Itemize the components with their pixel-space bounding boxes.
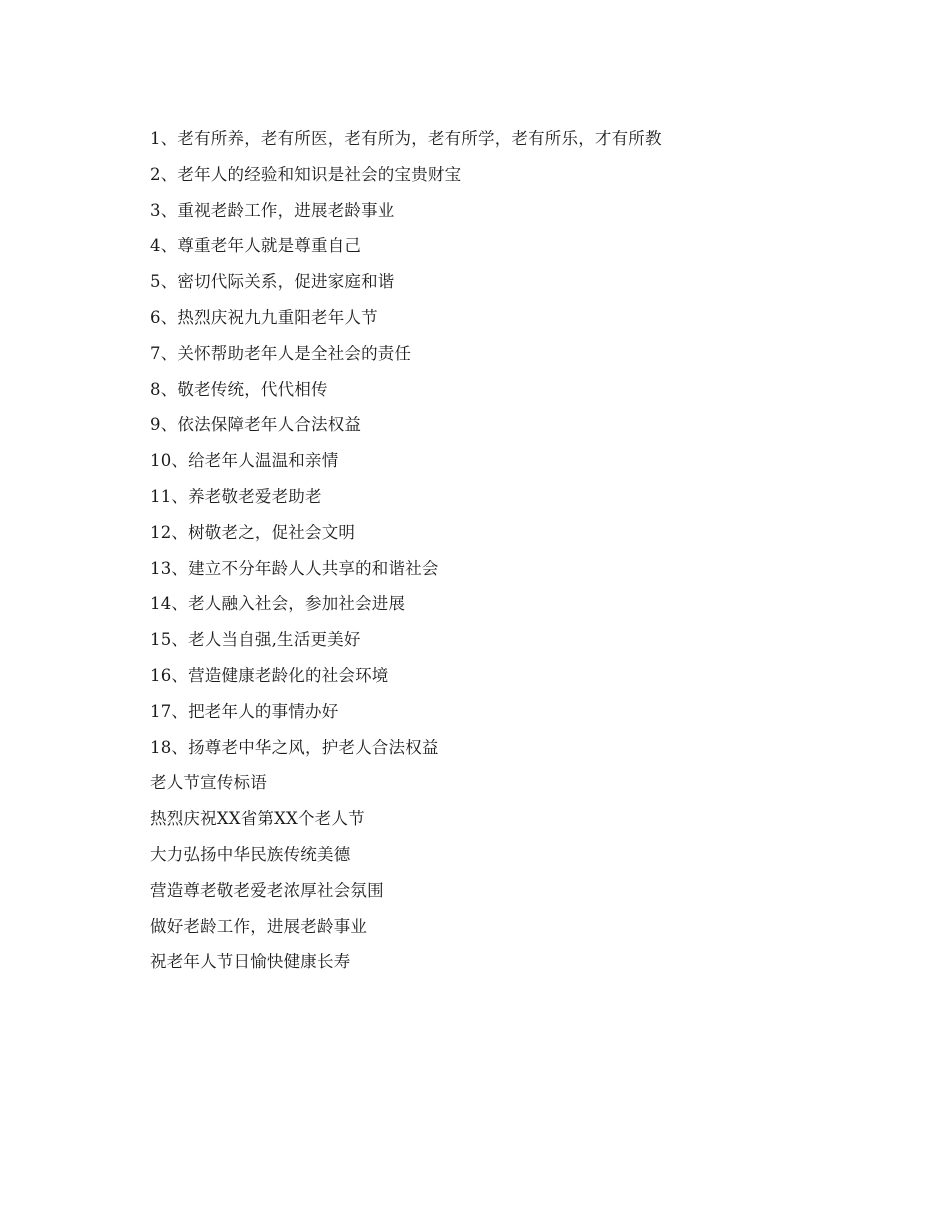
slogan-line-9: 9、依法保障老年人合法权益 bbox=[150, 415, 362, 435]
slogan-line-5: 5、密切代际关系，促进家庭和谐 bbox=[150, 272, 395, 292]
banner-line-1: 热烈庆祝XX省第XX个老人节 bbox=[150, 809, 365, 829]
slogan-line-16: 16、营造健康老龄化的社会环境 bbox=[150, 665, 389, 685]
section-heading: 老人节宣传标语 bbox=[150, 773, 267, 793]
slogan-line-13: 13、建立不分年龄人人共享的和谐社会 bbox=[150, 558, 439, 578]
slogan-line-12: 12、树敬老之，促社会文明 bbox=[150, 522, 356, 542]
slogan-line-4: 4、尊重老年人就是尊重自己 bbox=[150, 236, 362, 256]
slogan-line-2: 2、老年人的经验和知识是社会的宝贵财宝 bbox=[150, 164, 462, 184]
slogan-line-3: 3、重视老龄工作，进展老龄事业 bbox=[150, 200, 395, 220]
slogan-line-10: 10、给老年人温温和亲情 bbox=[150, 451, 339, 471]
slogan-line-14: 14、老人融入社会，参加社会进展 bbox=[150, 594, 406, 614]
slogan-list bbox=[150, 121, 850, 980]
slogan-line-6: 6、热烈庆祝九九重阳老年人节 bbox=[150, 307, 378, 327]
slogan-line-17: 17、把老年人的事情办好 bbox=[150, 701, 339, 721]
banner-line-4: 做好老龄工作，进展老龄事业 bbox=[150, 916, 368, 936]
banner-line-3: 营造尊老敬老爱老浓厚社会氛围 bbox=[150, 880, 384, 900]
banner-line-2: 大力弘扬中华民族传统美德 bbox=[150, 844, 351, 864]
slogan-line-1: 1、老有所养，老有所医，老有所为，老有所学，老有所乐，才有所教 bbox=[150, 129, 662, 148]
slogan-line-18: 18、扬尊老中华之风，护老人合法权益 bbox=[150, 737, 439, 757]
slogan-line-7: 7、关怀帮助老年人是全社会的责任 bbox=[150, 343, 412, 363]
slogan-line-8: 8、敬老传统，代代相传 bbox=[150, 379, 328, 399]
banner-line-5: 祝老年人节日愉快健康长寿 bbox=[150, 952, 351, 972]
slogan-line-11: 11、养老敬老爱老助老 bbox=[150, 486, 322, 506]
slogan-line-15: 15、老人当自强,生活更美好 bbox=[150, 630, 361, 650]
